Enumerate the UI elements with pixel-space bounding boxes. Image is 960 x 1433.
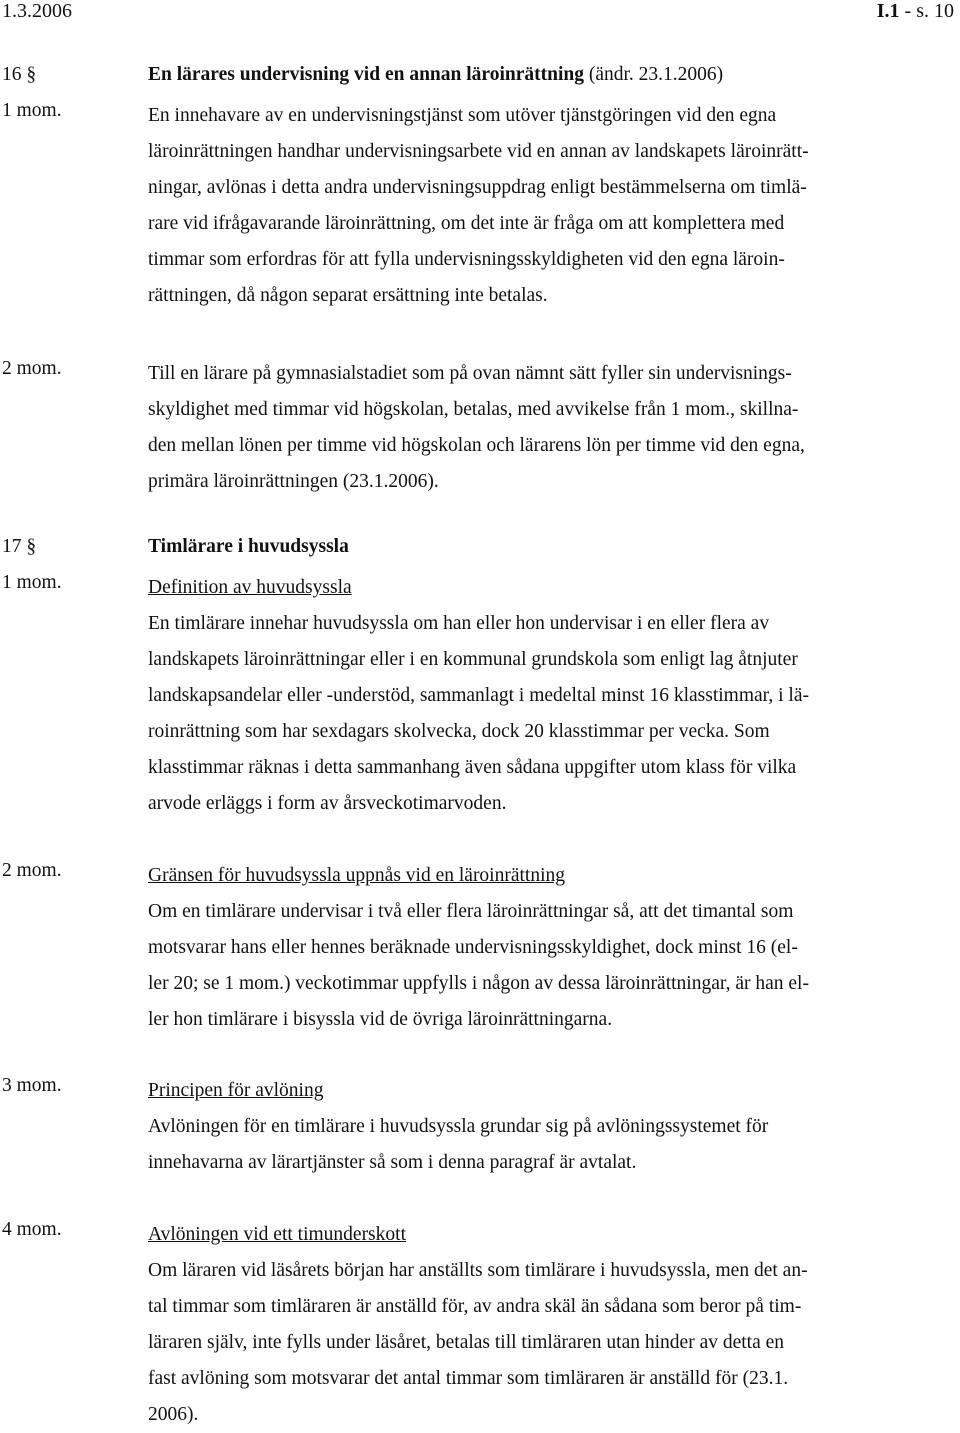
mom-text — [148, 1073, 954, 1181]
mom-label: 1 mom. — [2, 100, 62, 121]
mom-label: 2 mom. — [2, 860, 62, 881]
text-line: Om en timlärare undervisar i två eller flera läroinrättningar så, att det timantal som — [148, 901, 794, 922]
mom-label: 2 mom. — [2, 358, 62, 379]
mom-label: 3 mom. — [2, 1075, 62, 1096]
section-17-number: 17 § — [2, 536, 37, 557]
mom-text — [148, 356, 954, 500]
header-date: 1.3.2006 — [2, 0, 72, 22]
text-line: läraren själv, inte fylls under läsåret, betalas till timläraren utan hinder av detta en — [148, 1332, 785, 1353]
section-17-title: Timlärare i huvudsyssla — [148, 536, 349, 557]
mom-text — [148, 98, 954, 314]
text-line: roinrättning som har sexdagars skolvecka, dock 20 klasstimmar per vecka. Som — [148, 721, 770, 742]
text-line: ler hon timlärare i bisyssla vid de övriga läroinrättningarna. — [148, 1009, 613, 1030]
text-line: innehavarna av lärartjänster så som i denna paragraf är avtalat. — [148, 1152, 637, 1173]
text-line: ler 20; se 1 mom.) veckotimmar uppfylls i någon av dessa läroinrättningar, är han el- — [148, 973, 809, 994]
text-line: fast avlöning som motsvarar det antal timmar som timläraren är anställd för (23.1. — [148, 1368, 789, 1389]
text-line: timmar som erfordras för att fylla undervisningsskyldigheten vid den egna läroin- — [148, 249, 785, 270]
text-line: arvode erläggs i form av årsveckotimarvoden. — [148, 793, 507, 814]
header-page-rest: - s. 10 — [899, 0, 954, 22]
text-line: klasstimmar räknas i detta sammanhang även sådana uppgifter utom klass för vilka — [148, 757, 797, 778]
text-line: En timlärare innehar huvudsyssla om han eller hon undervisar i en eller flera av — [148, 613, 770, 634]
page-header — [0, 0, 960, 30]
text-line: läroinrättningen handhar undervisningsarbete vid en annan av landskapets läroinrätt- — [148, 141, 809, 162]
section-16-title-line — [148, 64, 723, 86]
text-line: landskapsandelar eller -understöd, sammanlagt i medeltal minst 16 klasstimmar, i lä- — [148, 685, 809, 706]
mom-label: 4 mom. — [2, 1219, 62, 1240]
section-16-title: En lärares undervisning vid en annan läroinrättning — [148, 64, 584, 85]
mom-label: 1 mom. — [2, 572, 62, 593]
text-line: ningar, avlönas i detta andra undervisningsuppdrag enligt bestämmelserna om timlä- — [148, 177, 807, 198]
header-page-bold: I.1 — [876, 0, 900, 22]
text-line: tal timmar som timläraren är anställd för, av andra skäl än sådana som beror på tim- — [148, 1296, 802, 1317]
mom-subtitle: Avlöningen vid ett timunderskott — [148, 1224, 406, 1245]
text-line: landskapets läroinrättningar eller i en kommunal grundskola som enligt lag åtnjuter — [148, 649, 798, 670]
mom-subtitle: Gränsen för huvudsyssla uppnås vid en läroinrättning — [148, 865, 566, 886]
text-line: motsvarar hans eller hennes beräknade undervisningsskyldighet, dock minst 16 (el- — [148, 937, 798, 958]
mom-subtitle: Principen för avlöning — [148, 1080, 324, 1101]
text-line: rare vid ifrågavarande läroinrättning, om det inte är fråga om att komplettera med — [148, 213, 785, 234]
mom-subtitle: Definition av huvudsyssla — [148, 577, 352, 598]
section-16-number: 16 § — [2, 64, 37, 85]
text-line: primära läroinrättningen (23.1.2006). — [148, 471, 439, 492]
text-line: Till en lärare på gymnasialstadiet som på ovan nämnt sätt fyller sin undervisnings- — [148, 363, 792, 384]
mom-text — [148, 1217, 954, 1433]
text-line: den mellan lönen per timme vid högskolan och lärarens lön per timme vid den egna, — [148, 435, 805, 456]
text-line: skyldighet med timmar vid högskolan, betalas, med avvikelse från 1 mom., skillna- — [148, 399, 799, 420]
mom-text — [148, 570, 954, 822]
mom-text — [148, 858, 954, 1038]
text-line: 2006). — [148, 1404, 199, 1425]
header-page — [877, 0, 954, 23]
text-line: Om läraren vid läsårets början har anställts som timlärare i huvudsyssla, men det an- — [148, 1260, 808, 1281]
text-line: En innehavare av en undervisningstjänst som utöver tjänstgöringen vid den egna — [148, 105, 777, 126]
section-16-amendment: (ändr. 23.1.2006) — [583, 64, 724, 85]
text-line: rättningen, då någon separat ersättning inte betalas. — [148, 285, 548, 306]
text-line: Avlöningen för en timlärare i huvudsyssla grundar sig på avlöningssystemet för — [148, 1116, 769, 1137]
